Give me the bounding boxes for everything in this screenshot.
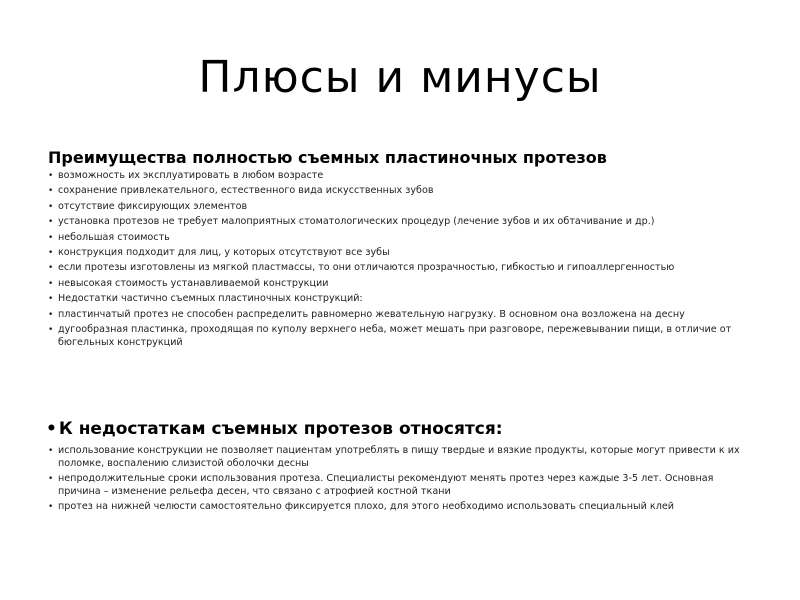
- advantages-heading: Преимущества полностью съемных пластиночных протезов: [48, 148, 607, 167]
- list-item: [48, 247, 754, 260]
- list-item-text: если протезы изготовлены из мягкой пластмассы, то они отличаются прозрачностью, гибкостью и гипоаллергенностью: [58, 262, 675, 274]
- list-item: [48, 309, 754, 322]
- list-item-text: сохранение привлекательного, естественного вида искусственных зубов: [58, 185, 434, 197]
- list-item-text: конструкция подходит для лиц, у которых отсутствуют все зубы: [58, 246, 390, 258]
- bullet-icon: •: [48, 217, 54, 228]
- bullet-icon: •: [48, 247, 54, 258]
- advantages-list: [48, 170, 754, 352]
- list-item: [48, 324, 754, 349]
- bullet-icon: •: [48, 501, 54, 512]
- list-item: [48, 201, 754, 214]
- bullet-icon: •: [48, 324, 54, 335]
- list-item: [48, 185, 754, 198]
- list-item-text: протез на нижней челюсти самостоятельно фиксируется плохо, для этого необходимо использовать специальный клей: [58, 500, 674, 512]
- list-item-text: небольшая стоимость: [58, 231, 170, 243]
- disadvantages-heading: [46, 419, 766, 439]
- list-item-text: непродолжительные сроки использования протеза. Специалисты рекомендуют менять протез через каждые 3-5 лет. Основная причина – изменение рельефа десен, что связано с атрофией костной ткани: [58, 472, 714, 497]
- bullet-icon: •: [48, 186, 54, 197]
- list-item-text: пластинчатый протез не способен распределить равномерно жевательную нагрузку. В основном она возложена на десну: [58, 308, 685, 320]
- bullet-icon: •: [48, 309, 54, 320]
- bullet-icon: •: [48, 171, 54, 181]
- slide-title: Плюсы и минусы: [198, 52, 602, 103]
- list-item: [48, 293, 754, 306]
- list-item-text: использование конструкции не позволяет пациентам употреблять в пищу твердые и вязкие продукты, которые могут привести к их поломке, воспалению слизистой оболочки десны: [58, 445, 740, 469]
- disadvantages-heading-text: К недостаткам съемных протезов относятся:: [58, 419, 503, 439]
- list-item-text: Недостатки частично съемных пластиночных конструкций:: [58, 293, 363, 305]
- list-item: [48, 262, 754, 275]
- list-item: [48, 501, 754, 514]
- bullet-icon: •: [48, 201, 54, 212]
- bullet-icon: •: [48, 263, 54, 274]
- list-item: [48, 278, 754, 291]
- list-item-text: отсутствие фиксирующих элементов: [58, 200, 248, 212]
- bullet-icon: •: [48, 232, 54, 243]
- list-item-text: установка протезов не требует малоприятных стоматологических процедур (лечение зубов и их обтачивание и др.): [58, 216, 655, 228]
- bullet-icon: •: [48, 294, 54, 305]
- list-item-text: возможность их эксплуатировать в любом возрасте: [58, 170, 324, 181]
- list-item: [48, 216, 754, 229]
- list-item: [48, 445, 754, 470]
- bullet-icon: •: [46, 419, 57, 439]
- list-item: [48, 473, 754, 498]
- bullet-icon: •: [48, 446, 54, 456]
- disadvantages-list: [48, 445, 754, 516]
- list-item: [48, 232, 754, 245]
- bullet-icon: •: [48, 473, 54, 484]
- list-item-text: невысокая стоимость устанавливаемой конструкции: [58, 277, 329, 289]
- bullet-icon: •: [48, 278, 54, 289]
- list-item-text: дугообразная пластинка, проходящая по куполу верхнего неба, может мешать при разговоре, пережевывании пищи, в отличие от бюгельных конструкций: [58, 323, 732, 348]
- list-item: [48, 170, 754, 183]
